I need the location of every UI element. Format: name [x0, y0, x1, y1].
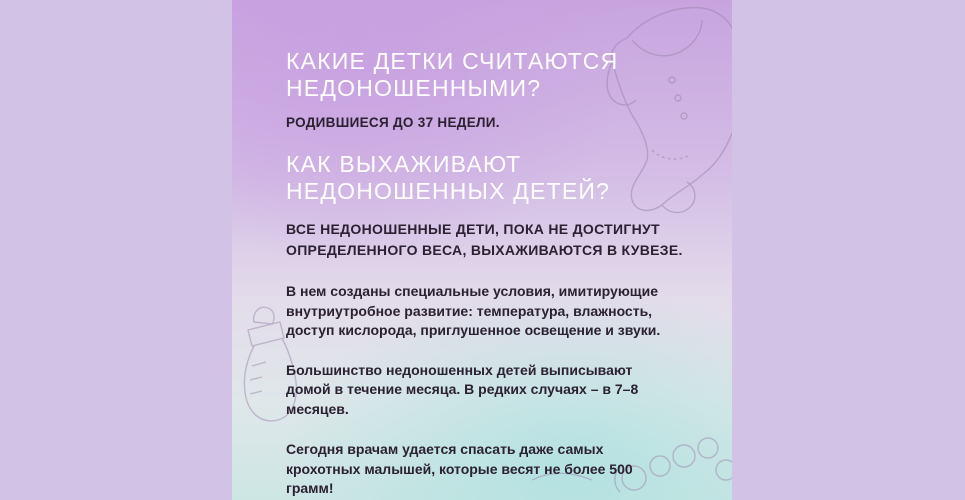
heading-question-1	[286, 48, 726, 102]
paragraph-line: внутриутробное развитие: температура, влажность,	[286, 302, 653, 319]
paragraph-line: грамм!	[286, 480, 334, 496]
paragraph-line: В нем созданы специальные условия, имитирующие	[286, 283, 658, 299]
answer-line: ОПРЕДЕЛЕННОГО ВЕСА, ВЫХАЖИВАЮТСЯ В КУВЕЗЕ.	[286, 242, 683, 258]
paragraph-line: Сегодня врачам удается спасать даже самых	[286, 441, 604, 457]
paragraph-line: крохотных малышей, которые весят не более 500	[286, 460, 633, 477]
info-card	[232, 0, 732, 500]
paragraph-incubator	[286, 282, 726, 341]
paragraph-line: домой в течение месяца. В редких случаях – в 7–8	[286, 381, 639, 397]
paragraph-line: доступ кислорода, приглушенное освещение и звуки.	[286, 322, 661, 338]
paragraph-line: месяцев.	[286, 400, 349, 417]
heading-line: НЕДОНОШЕННЫМИ?	[286, 75, 542, 101]
answer-2	[286, 219, 726, 261]
heading-line: КАКИЕ ДЕТКИ СЧИТАЮТСЯ	[286, 48, 619, 74]
heading-line: НЕДОНОШЕННЫХ ДЕТЕЙ?	[286, 178, 611, 204]
paragraph-discharge	[286, 361, 726, 420]
heading-line: КАК ВЫХАЖИВАЮТ	[286, 151, 522, 177]
paragraph-tiny-babies	[286, 440, 726, 499]
answer-1: РОДИВШИЕСЯ ДО 37 НЕДЕЛИ.	[286, 115, 500, 130]
paragraph-line: Большинство недоношенных детей выписывают	[286, 361, 633, 378]
answer-line: ВСЕ НЕДОНОШЕННЫЕ ДЕТИ, ПОКА НЕ ДОСТИГНУТ	[286, 221, 660, 237]
heading-question-2	[286, 151, 726, 205]
text-content	[286, 48, 726, 499]
